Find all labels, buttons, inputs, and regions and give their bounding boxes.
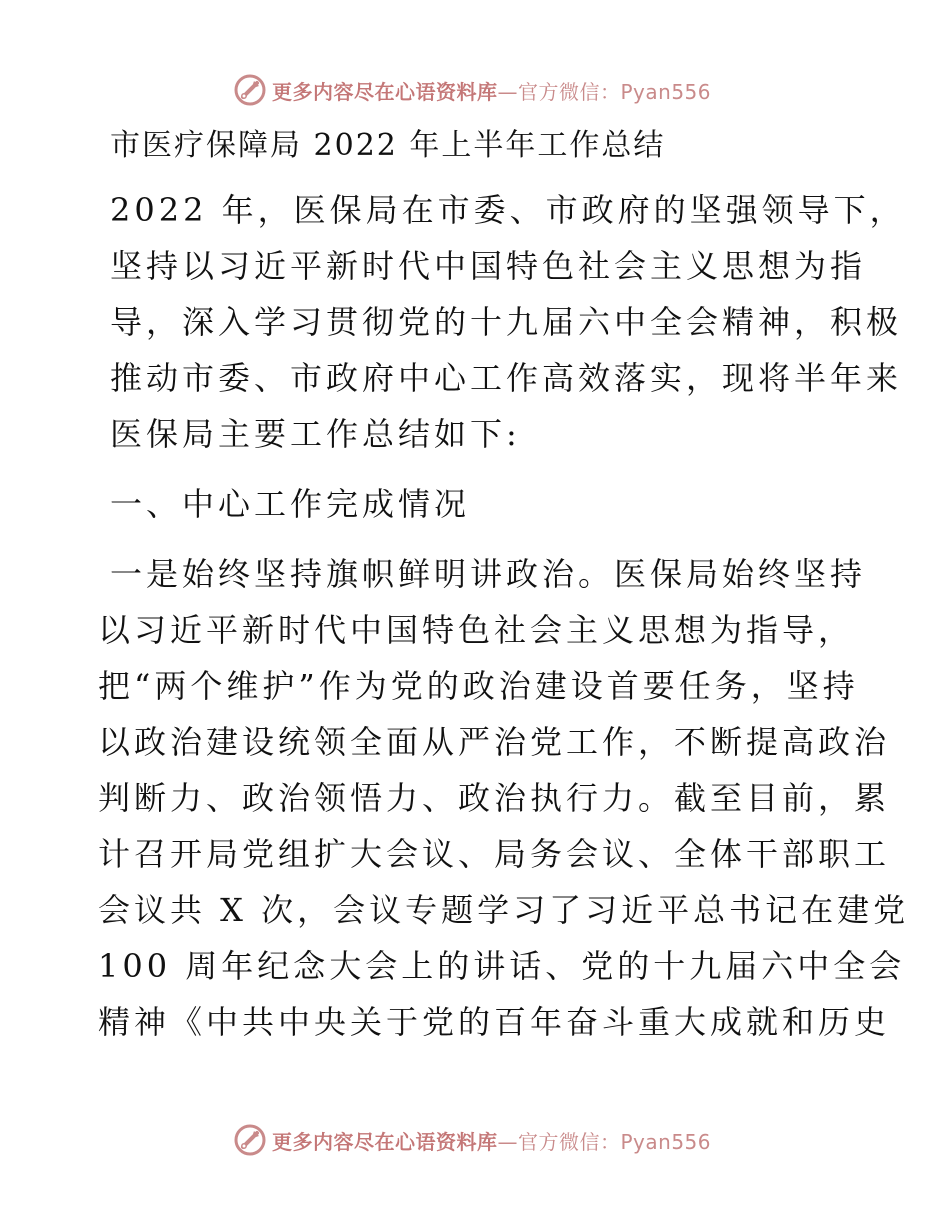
text-line: 计召开局党组扩大会议、局务会议、全体干部职工 xyxy=(98,835,891,873)
text-line: 导，深入学习贯彻党的十九届六中全会精神，积极 xyxy=(110,303,903,341)
text-line: 2022 年，医保局在市委、市政府的坚强领导下， xyxy=(110,191,906,229)
text-line: 把“两个维护”作为党的政治建设首要任务，坚持 xyxy=(98,667,859,705)
header-watermark xyxy=(232,70,752,110)
section-paragraph xyxy=(98,546,910,1050)
pen-logo-icon xyxy=(232,72,268,108)
text-line: 一是始终坚持旗帜鲜明讲政治。医保局始终坚持 xyxy=(110,555,867,593)
document-body xyxy=(98,120,910,1064)
footer-watermark xyxy=(232,1120,752,1160)
text-line: 判断力、政治领悟力、政治执行力。截至目前，累 xyxy=(98,779,891,817)
pen-logo-icon xyxy=(232,1122,268,1158)
text-line: 会议共 X 次，会议专题学习了习近平总书记在建党 xyxy=(98,891,910,929)
text-line: 推动市委、市政府中心工作高效落实，现将半年来 xyxy=(110,359,903,397)
watermark-text: 更多内容尽在心语资料库—官方微信：Pyan556 xyxy=(272,1129,712,1154)
text-line: 以政治建设统领全面从严治党工作，不断提高政治 xyxy=(98,723,891,761)
text-line: 以习近平新时代中国特色社会主义思想为指导， xyxy=(98,611,855,649)
text-line: 精神《中共中央关于党的百年奋斗重大成就和历史 xyxy=(98,1003,891,1041)
document-title: 市医疗保障局 2022 年上半年工作总结 xyxy=(110,128,666,163)
watermark-text: 更多内容尽在心语资料库—官方微信：Pyan556 xyxy=(272,79,712,104)
text-line: 坚持以习近平新时代中国特色社会主义思想为指 xyxy=(110,247,867,285)
text-line: 100 周年纪念大会上的讲话、党的十九届六中全会 xyxy=(98,947,906,985)
section-heading: 一、中心工作完成情况 xyxy=(110,485,471,523)
text-line: 医保局主要工作总结如下: xyxy=(110,415,521,453)
intro-paragraph xyxy=(98,182,906,462)
